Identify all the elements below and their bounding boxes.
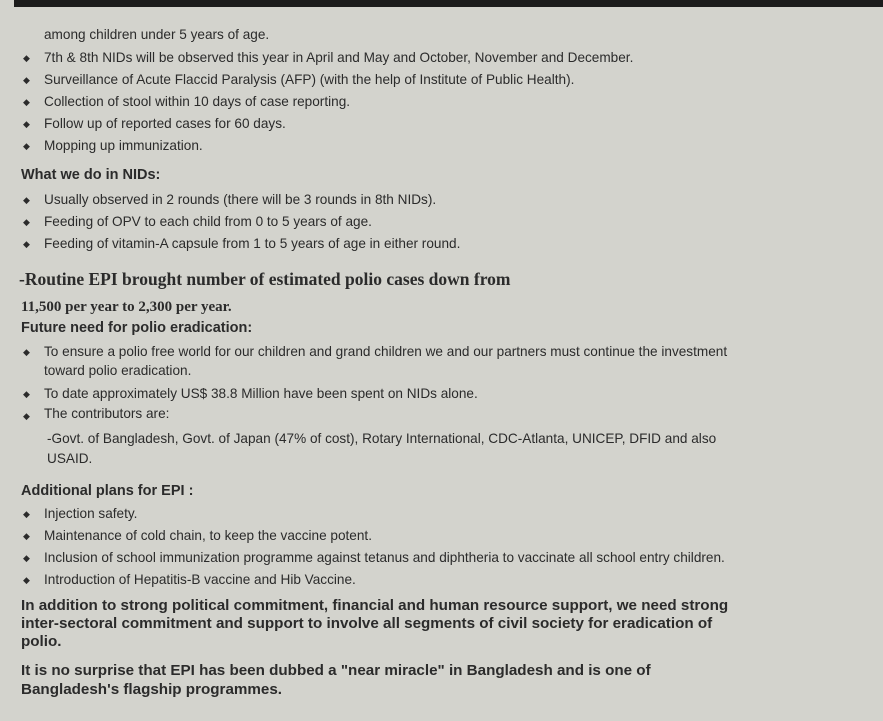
list-item: Injection safety. bbox=[44, 506, 138, 521]
list-item: Usually observed in 2 rounds (there will be 3 rounds in 8th NIDs). bbox=[44, 192, 437, 207]
closing-paragraph-line: polio. bbox=[21, 633, 62, 650]
diamond-bullet-icon: ◆ bbox=[23, 509, 30, 519]
list-item: Maintenance of cold chain, to keep the vaccine potent. bbox=[44, 528, 372, 543]
text-line: among children under 5 years of age. bbox=[44, 27, 270, 42]
section-heading-additional: Additional plans for EPI : bbox=[21, 483, 194, 499]
contributors-line: -Govt. of Bangladesh, Govt. of Japan (47% of cost), Rotary International, CDC-Atlanta, UNICEP, DFID and also bbox=[47, 431, 717, 446]
section-heading-nids: What we do in NIDs: bbox=[21, 167, 161, 183]
diamond-bullet-icon: ◆ bbox=[23, 119, 30, 129]
section-heading-future: Future need for polio eradication: bbox=[21, 320, 253, 336]
diamond-bullet-icon: ◆ bbox=[23, 347, 30, 357]
diamond-bullet-icon: ◆ bbox=[23, 141, 30, 151]
diamond-bullet-icon: ◆ bbox=[23, 239, 30, 249]
closing-paragraph-line: Bangladesh's flagship programmes. bbox=[21, 681, 283, 698]
list-item: To date approximately US$ 38.8 Million have been spent on NIDs alone. bbox=[44, 386, 478, 401]
list-item: The contributors are: bbox=[44, 406, 170, 421]
list-item: Collection of stool within 10 days of case reporting. bbox=[44, 94, 351, 109]
diamond-bullet-icon: ◆ bbox=[23, 75, 30, 85]
contributors-line: USAID. bbox=[47, 451, 93, 466]
list-item: Inclusion of school immunization programme against tetanus and diphtheria to vaccinate all school entry children. bbox=[44, 550, 725, 565]
routine-epi-statement: -Routine EPI brought number of estimated polio cases down from bbox=[19, 269, 511, 289]
closing-paragraph-line: inter-sectoral commitment and support to involve all segments of civil society for eradication of bbox=[21, 615, 713, 632]
list-item: Surveillance of Acute Flaccid Paralysis (AFP) (with the help of Institute of Public Health). bbox=[44, 72, 575, 87]
list-item: Introduction of Hepatitis-B vaccine and Hib Vaccine. bbox=[44, 572, 356, 587]
list-item: To ensure a polio free world for our children and grand children we and our partners must continue the investment bbox=[44, 344, 728, 359]
list-item: Feeding of vitamin-A capsule from 1 to 5 years of age in either round. bbox=[44, 236, 461, 251]
list-item: Feeding of OPV to each child from 0 to 5 years of age. bbox=[44, 214, 372, 229]
routine-epi-figures: 11,500 per year to 2,300 per year. bbox=[21, 299, 232, 315]
list-item: Mopping up immunization. bbox=[44, 138, 203, 153]
diamond-bullet-icon: ◆ bbox=[23, 553, 30, 563]
top-border-gap bbox=[0, 0, 14, 7]
diamond-bullet-icon: ◆ bbox=[23, 531, 30, 541]
diamond-bullet-icon: ◆ bbox=[23, 411, 30, 421]
list-item: 7th & 8th NIDs will be observed this year in April and May and October, November and December. bbox=[44, 50, 634, 65]
closing-paragraph-line: It is no surprise that EPI has been dubbed a "near miracle" in Bangladesh and is one of bbox=[21, 662, 651, 679]
diamond-bullet-icon: ◆ bbox=[23, 195, 30, 205]
top-border-bar bbox=[0, 0, 883, 7]
diamond-bullet-icon: ◆ bbox=[23, 97, 30, 107]
list-item-continuation: toward polio eradication. bbox=[44, 363, 192, 378]
diamond-bullet-icon: ◆ bbox=[23, 53, 30, 63]
diamond-bullet-icon: ◆ bbox=[23, 389, 30, 399]
closing-paragraph-line: In addition to strong political commitment, financial and human resource support, we need strong bbox=[21, 597, 729, 614]
diamond-bullet-icon: ◆ bbox=[23, 575, 30, 585]
list-item: Follow up of reported cases for 60 days. bbox=[44, 116, 286, 131]
diamond-bullet-icon: ◆ bbox=[23, 217, 30, 227]
